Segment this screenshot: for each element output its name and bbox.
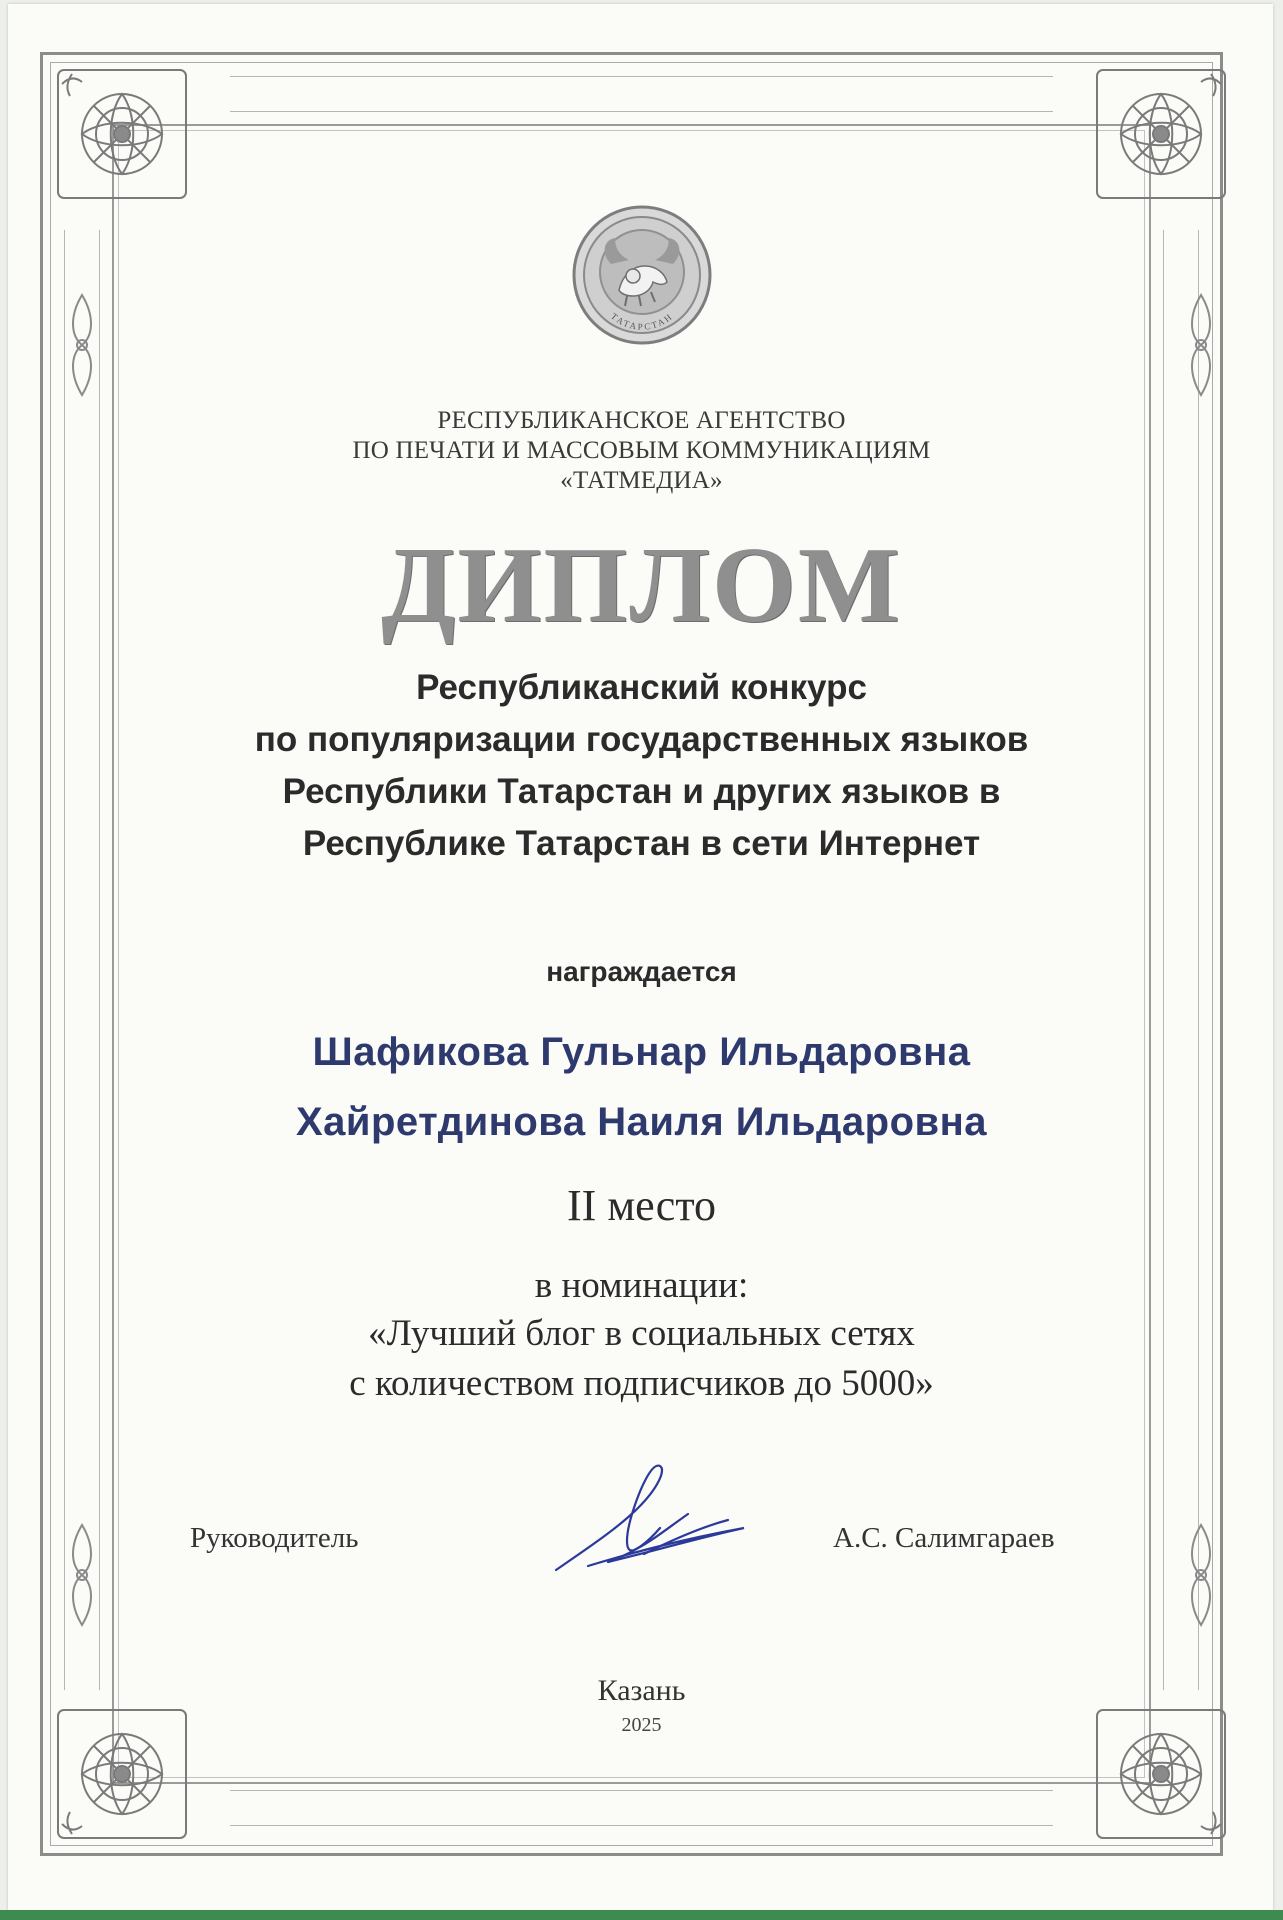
contest-line-4: Республике Татарстан в сети Интернет [302, 824, 981, 863]
agency-line-1: РЕСПУБЛИКАНСКОЕ АГЕНТСТВО [437, 407, 846, 434]
corner-ornament-icon [52, 64, 192, 204]
nomination-line-2: с количеством подписчиков до 5000» [349, 1363, 934, 1404]
nomination-line-1: «Лучший блог в социальных сетях [368, 1313, 915, 1354]
agency-line-2: ПО ПЕЧАТИ И МАССОВЫМ КОММУНИКАЦИЯМ [352, 437, 931, 464]
agency-line-3: «ТАТМЕДИА» [560, 467, 723, 494]
recipient-name: Шафикова Гульнар Ильдаровна [312, 1030, 971, 1074]
background-edge [0, 1910, 1283, 1920]
frame-bottom-band [230, 1790, 1053, 1826]
nomination-label: в номинации: [534, 1265, 749, 1306]
contest-line-1: Республиканский конкурс [416, 668, 867, 707]
signatory-name: А.С. Салимгараев [833, 1522, 1055, 1554]
frame-top-band [230, 76, 1053, 112]
side-ornament-icon [1181, 290, 1221, 400]
city: Казань [597, 1674, 686, 1707]
contest-line-2: по популяризации государственных языков [254, 720, 1029, 759]
year: 2025 [621, 1714, 662, 1736]
tatarstan-emblem-icon [571, 204, 713, 346]
awarded-label: награждается [546, 956, 737, 987]
handwritten-signature-icon [548, 1458, 748, 1578]
contest-line-3: Республики Татарстан и других языков в [282, 772, 1001, 811]
side-ornament-icon [62, 1520, 102, 1630]
corner-ornament-icon [1091, 64, 1231, 204]
side-ornament-icon [62, 290, 102, 400]
diploma-title: ДИПЛОМ [381, 526, 902, 645]
award-place: II место [567, 1181, 716, 1230]
emblem-caption: ТАТАРСТАН [609, 310, 675, 332]
side-ornament-icon [1181, 1520, 1221, 1630]
signatory-role: Руководитель [190, 1522, 359, 1554]
recipient-name: Хайретдинова Наиля Ильдаровна [295, 1100, 988, 1144]
